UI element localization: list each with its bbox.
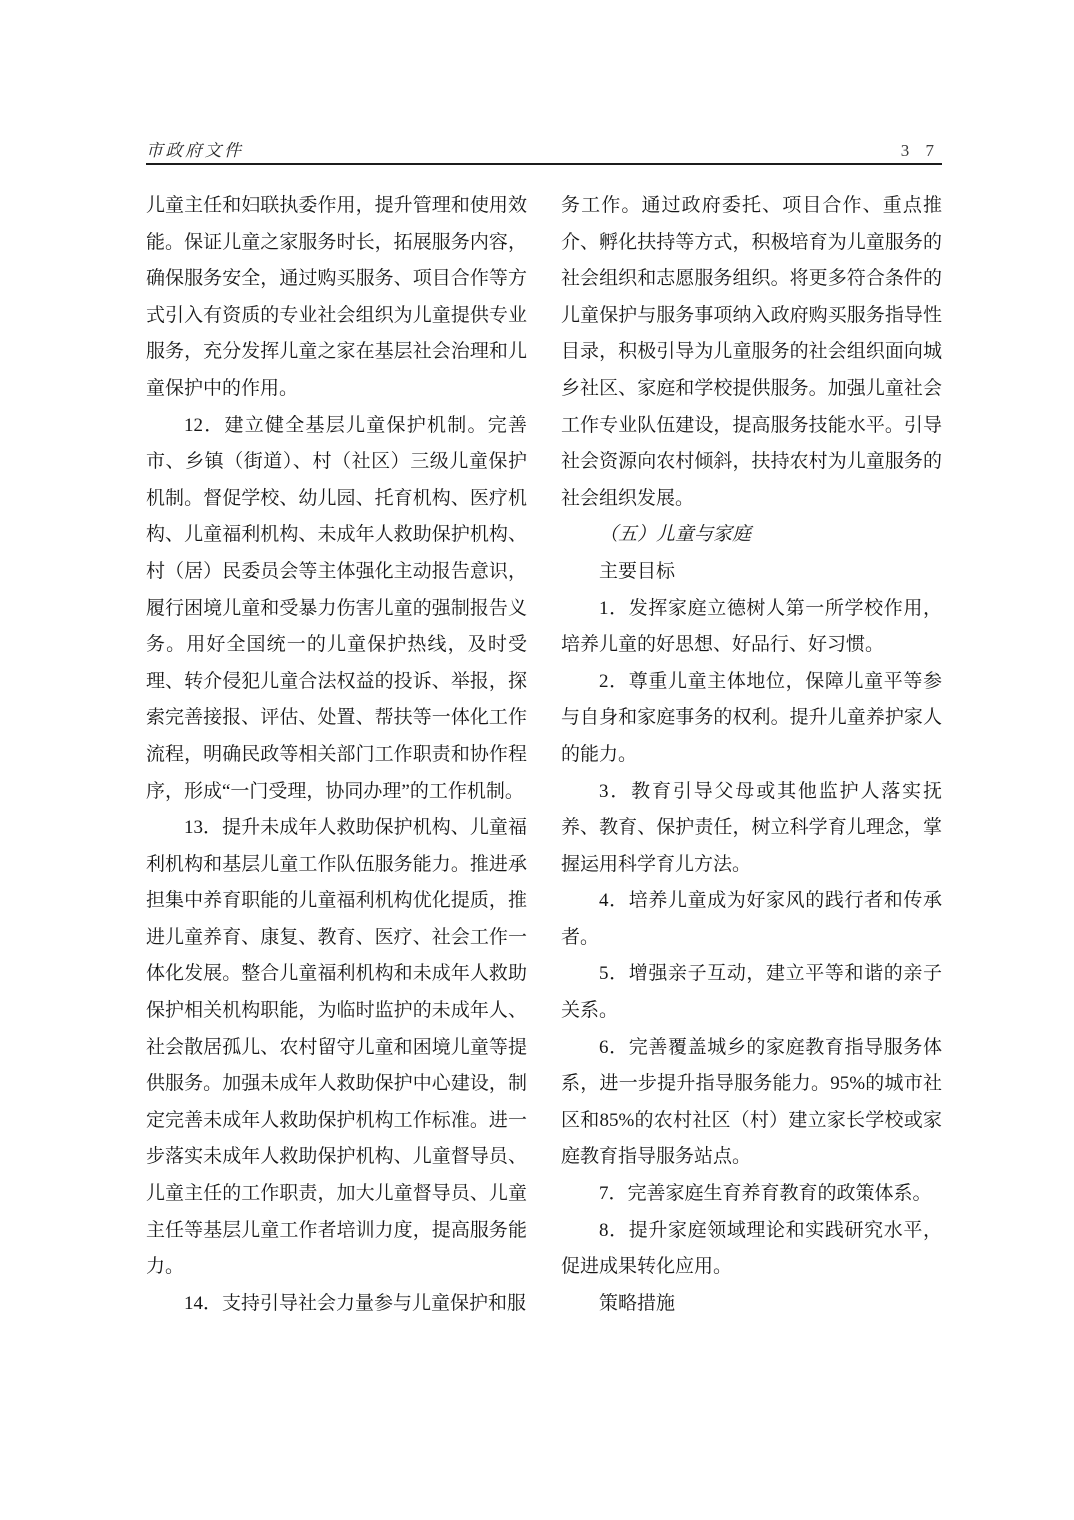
paragraph: 12．建立健全基层儿童保护机制。完善市、乡镇（街道）、村（社区）三级儿童保护机制。督促学校、幼儿园、托育机构、医疗机构、儿童福利机构、未成年人救助保护机构、村（居）民委员会等主体强化主动报告意识，履行困境儿童和受暴力伤害儿童的强制报告义务。用好全国统一的儿童保护热线，及时受理、转介侵犯儿童合法权益的投诉、举报，探索完善接报、评估、处置、帮扶等一体化工作流程，明确民政等相关部门工作职责和协作程序，形成“一门受理，协同办理”的工作机制。 <box>146 414 527 802</box>
text-column-right <box>561 188 942 1322</box>
text-column-left <box>146 188 527 1322</box>
paragraph: 2．尊重儿童主体地位，保障儿童平等参与自身和家庭事务的权利。提升儿童养护家人的能力。 <box>561 670 942 765</box>
paragraph: 1．发挥家庭立德树人第一所学校作用，培养儿童的好思想、好品行、好习惯。 <box>561 597 942 656</box>
page-header <box>146 136 942 161</box>
paragraph: 7．完善家庭生育养育教育的政策体系。 <box>599 1183 932 1205</box>
paragraph: 3．教育引导父母或其他监护人落实抚养、教育、保护责任，树立科学育儿理念，掌握运用科学育儿方法。 <box>561 780 942 875</box>
paragraph: 14．支持引导社会力量参与儿童保护和服 <box>184 1292 527 1314</box>
header-title: 市政府文件 <box>146 141 244 160</box>
paragraph: 4．培养儿童成为好家风的践行者和传承者。 <box>561 890 942 948</box>
paragraph: 5．增强亲子互动，建立平等和谐的亲子关系。 <box>561 963 942 1022</box>
paragraph: （五）儿童与家庭 <box>599 524 752 546</box>
paragraph: 8．提升家庭领域理论和实践研究水平，促进成果转化应用。 <box>561 1219 942 1278</box>
paragraph: 13．提升未成年人救助保护机构、儿童福利机构和基层儿童工作队伍服务能力。推进承担集中养育职能的儿童福利机构优化提质，推进儿童养育、康复、教育、医疗、社会工作一体化发展。整合儿童福利机构和未成年人救助保护相关机构职能，为临时监护的未成年人、社会散居孤儿、农村留守儿童和困境儿童等提供服务。加强未成年人救助保护中心建设，制定完善未成年人救助保护机构工作标准。进一步落实未成年人救助保护机构、儿童督导员、儿童主任的工作职责，加大儿童督导员、儿童主任等基层儿童工作者培训力度，提高服务能力。 <box>146 817 527 1278</box>
header-rule <box>146 163 942 165</box>
paragraph: 策略措施 <box>599 1292 676 1314</box>
paragraph: 主要目标 <box>599 560 676 582</box>
paragraph: 务工作。通过政府委托、项目合作、重点推介、孵化扶持等方式，积极培育为儿童服务的社会组织和志愿服务组织。将更多符合条件的儿童保护与服务事项纳入政府购买服务指导性目录，积极引导为儿童服务的社会组织面向城乡社区、家庭和学校提供服务。加强儿童社会工作专业队伍建设，提高服务技能水平。引导社会资源向农村倾斜，扶持农村为儿童服务的社会组织发展。 <box>561 195 942 509</box>
paragraph: 6．完善覆盖城乡的家庭教育指导服务体系，进一步提升指导服务能力。95%的城市社区和85%的农村社区（村）建立家长学校或家庭教育指导服务站点。 <box>561 1036 942 1168</box>
document-body <box>146 188 942 1322</box>
paragraph: 儿童主任和妇联执委作用，提升管理和使用效能。保证儿童之家服务时长，拓展服务内容，确保服务安全，通过购买服务、项目合作等方式引入有资质的专业社会组织为儿童提供专业服务，充分发挥儿童之家在基层社会治理和儿童保护中的作用。 <box>146 195 527 399</box>
page-number: 3 7 <box>900 141 940 160</box>
